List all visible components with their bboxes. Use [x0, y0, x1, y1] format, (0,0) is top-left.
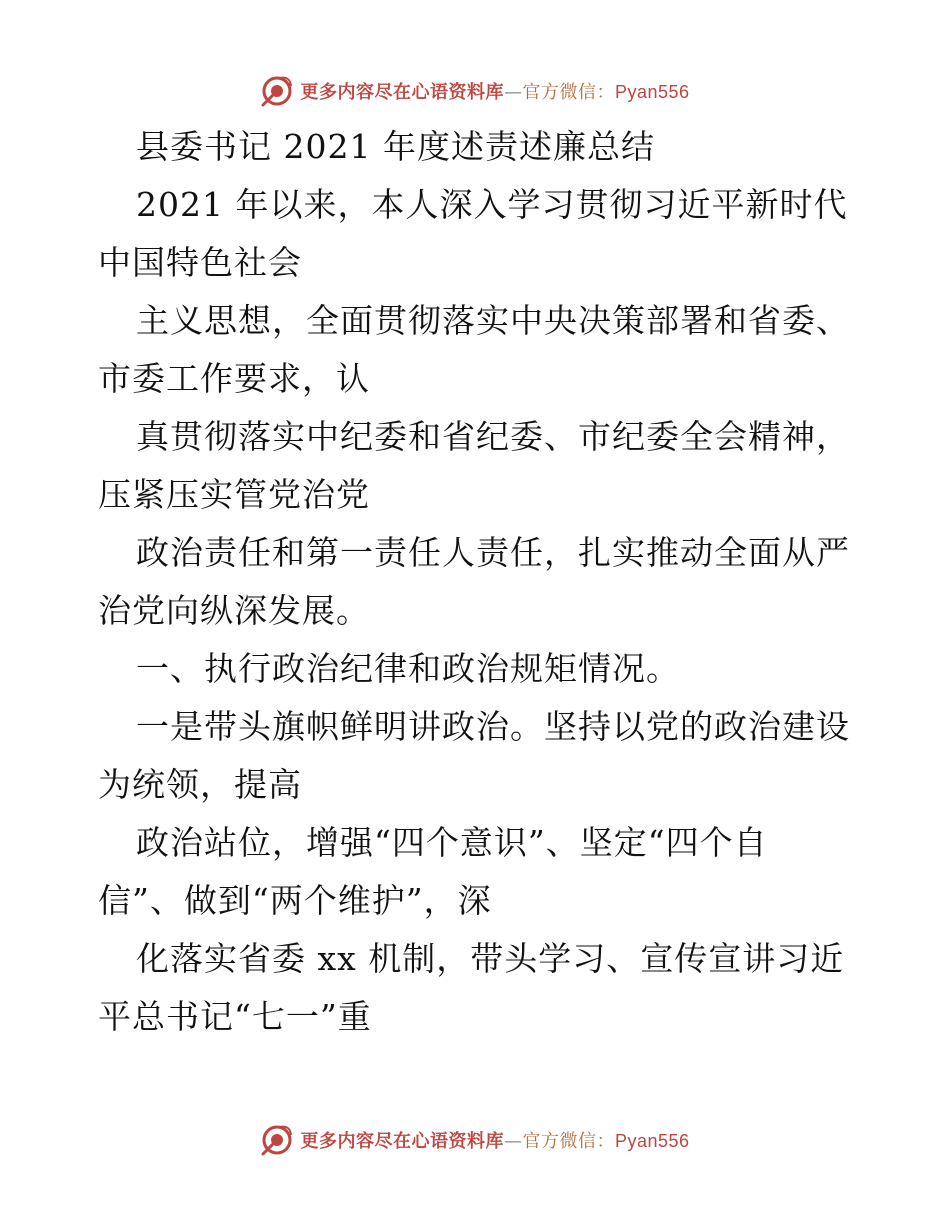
watermark-wechat-label: 官方微信：	[522, 82, 615, 103]
text-line: 中国特色社会	[98, 243, 302, 282]
document-body	[98, 118, 868, 1046]
text-line: 市委工作要求，认	[98, 359, 370, 398]
watermark-main: 更多内容尽在心语资料库	[300, 82, 504, 103]
text-line: 2021 年以来，本人深入学习贯彻习近平新时代	[136, 185, 848, 224]
watermark-wechat-id: Pyan556	[614, 1131, 690, 1151]
watermark-text	[300, 78, 689, 104]
text-line: 平总书记“七一”重	[98, 997, 372, 1036]
text-line: 一、执行政治纪律和政治规矩情况。	[136, 649, 680, 688]
text-line: 政治站位，增强“四个意识”、坚定“四个自	[136, 823, 768, 862]
text-line: 信”、做到“两个维护”，深	[98, 881, 492, 920]
text-line: 真贯彻落实中纪委和省纪委、市纪委全会精神，	[136, 417, 850, 456]
header-watermark	[0, 71, 950, 111]
watermark-main: 更多内容尽在心语资料库	[300, 1131, 504, 1152]
text-line: 县委书记 2021 年度述责述廉总结	[136, 127, 655, 166]
text-line: 政治责任和第一责任人责任，扎实推动全面从严	[136, 533, 850, 572]
text-line: 主义思想，全面贯彻落实中央决策部署和省委、	[136, 301, 850, 340]
text-line: 一是带头旗帜鲜明讲政治。坚持以党的政治建设	[136, 707, 850, 746]
watermark-dash: —	[503, 1131, 523, 1152]
watermark-wechat-label: 官方微信：	[522, 1131, 615, 1152]
footer-watermark	[0, 1120, 950, 1160]
watermark-wechat-id: Pyan556	[614, 82, 690, 102]
quill-seal-icon	[260, 74, 294, 108]
text-line: 为统领，提高	[98, 765, 302, 804]
text-line: 压紧压实管党治党	[98, 475, 370, 514]
watermark-text	[300, 1127, 689, 1153]
quill-seal-icon	[260, 1123, 294, 1157]
text-line: 治党向纵深发展。	[98, 591, 370, 630]
watermark-dash: —	[503, 82, 523, 103]
text-line: 化落实省委 xx 机制，带头学习、宣传宣讲习近	[136, 939, 845, 978]
